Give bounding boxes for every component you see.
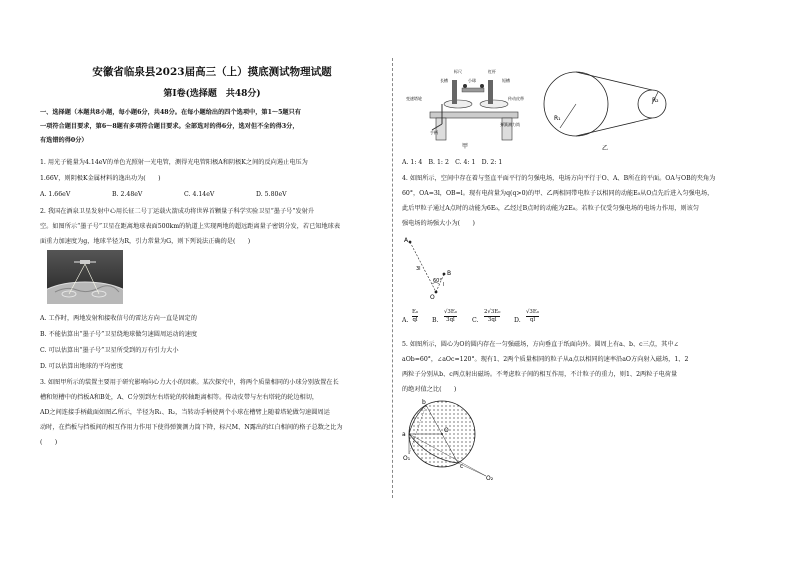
section-line: 一项符合题目要求，第6～8题有多项符合题目要求。全部选对的得6分，选对但不全的得3分，	[40, 123, 299, 130]
fig-label-spring: 弹簧测力筒	[500, 122, 520, 127]
point-a-label: A	[404, 237, 409, 244]
denominator: ql	[529, 317, 536, 323]
option-letter: D.	[514, 317, 521, 324]
denominator: 3ql	[487, 317, 497, 323]
question-text: 2. 我国在酒泉卫星发射中心用长征二号丁运载火箭成功将世界首颗量子科学实验卫星“墨子号”发射升	[40, 208, 315, 215]
option-d[interactable]	[514, 316, 521, 325]
question-text: ( )	[40, 439, 58, 446]
option-letter: B.	[432, 317, 439, 324]
pulley-cross-section-figure	[540, 66, 670, 152]
option-letter: C.	[472, 317, 479, 324]
center-o-label: O	[444, 427, 449, 434]
point-a-label: a	[402, 431, 406, 438]
magnetic-field-figure	[400, 396, 500, 482]
option-b-fraction	[444, 309, 457, 324]
section-line: 有选错的得0分）	[40, 137, 88, 144]
fig-label-short: 短槽	[502, 78, 510, 83]
fig-label-tower: 变速塔轮	[406, 96, 422, 101]
question-text: 3. 如图甲所示的装置主要用于研究影响向心力大小的因素。某次探究中，将两个质量相同的小球分别放置在长	[40, 379, 339, 386]
point-b-label: B	[447, 270, 452, 277]
question-text: 空。如图所示“墨子号”卫星在距离地球表面500km的轨道上实现两地的超远距离量子密钥分发，若已知地球表	[40, 223, 341, 230]
question-text: 此后甲粒子通过A点时的动能为6E₀，乙经过B点时的动能为2E₀。若粒子仅受匀强电场的电场力作用，则该匀	[402, 205, 699, 212]
option-a[interactable]	[402, 316, 408, 325]
option-c-fraction	[484, 309, 500, 324]
section-subtitle: 第Ⅰ卷(选择题 共48分)	[163, 89, 261, 99]
option-b[interactable]: B. 2.48eV	[112, 191, 143, 198]
numerator: E₀	[412, 309, 419, 315]
option-a[interactable]: A. 1.66eV	[40, 191, 71, 198]
section-line: 一、选择题（本题共8小题，每小题6分，共48分。在每小题给出的四个选项中，第1～5题只有	[40, 109, 301, 116]
fig-label-handle: 手柄	[430, 130, 438, 135]
denominator: 3ql	[446, 317, 455, 323]
question-text: 强电场的场强大小为( )	[402, 220, 475, 227]
fig-label-gauge: 标尺	[454, 69, 462, 74]
numerator: √3E₀	[444, 309, 457, 315]
question-text: aOb=60°，∠aOc=120°。现有1、2两个质量相同的粒子从a点以相同的速率沿aO方向射入磁场，1、2	[402, 356, 689, 363]
q3-options[interactable]: A. 1: 4 B. 1: 2 C. 4: 1 D. 2: 1	[402, 159, 503, 166]
option-c[interactable]: C. 可以估算出“墨子号”卫星所受到的万有引力大小	[40, 347, 179, 354]
question-text: 的绝对值之比( )	[402, 386, 457, 393]
fig-label-jia: 甲	[462, 143, 469, 150]
question-text: 两粒子分别从b、c两点射出磁场。不考虑粒子间的相互作用，不计粒子的重力，则1、2两粒子电荷量	[402, 371, 678, 378]
length-ob-label: l	[443, 282, 445, 288]
option-letter: A.	[402, 317, 409, 324]
point-c-label: c	[460, 463, 464, 470]
option-c[interactable]: C. 4.14eV	[184, 191, 215, 198]
question-text: 1. 用光子能量为4.14eV的单色光照射一光电管，测得光电管阳极A和阴极K之间的反向遏止电压为	[40, 159, 308, 166]
question-text: 1.66V，则阴极K金属材料的逸出功为( )	[40, 175, 161, 182]
fig-label-yi: 乙	[602, 145, 609, 152]
option-c[interactable]	[472, 316, 478, 325]
fig-label-ball: 小球	[468, 78, 476, 83]
point-o-label: O	[430, 294, 435, 300]
option-a-fraction	[412, 309, 418, 324]
denominator: ql	[412, 317, 418, 323]
radius-r2-label: R₂	[652, 97, 659, 104]
question-text: 动时，在挡板与挡板间的相互作用力作用下使得弹簧测力筒下降，标尺M、N露出的红白相间的格子总数之比为	[40, 424, 343, 431]
question-text: 面重力加速度为g，地球半径为R，引力常量为G，则下列说法正确的是( )	[40, 238, 251, 245]
radius-r1-label: R₁	[554, 115, 561, 122]
angle-label: 60°	[433, 278, 442, 284]
option-d[interactable]: D. 可以估算出地球的平均密度	[40, 363, 123, 370]
point-b-label: b	[422, 399, 426, 406]
center-o1-label: O₁	[403, 455, 411, 462]
fig-label-belt: 传动皮带	[508, 96, 524, 101]
question-text: 60°，OA=3l，OB=l。现有电荷量为q(q>0)的甲、乙两相同带电粒子以相同的动能E₀从O点先后进入匀强电场，	[402, 190, 714, 197]
question-text: AD之间连接手柄截面如图乙所示，半径为R₁、R₂，当转动手柄使两个小球在槽臂上随着塔轮做匀速圆周运	[40, 409, 330, 416]
question-text: 5. 如图所示，圆心为O的圆内存在一匀强磁场，方向垂直于纸面向外。圆周上有a、b、c三点，其中∠	[402, 341, 679, 348]
option-b[interactable]: B. 不能估算出“墨子号”卫星绕地球做匀速圆周运动的速度	[40, 331, 198, 338]
page-title: 安徽省临泉县2023届高三（上）摸底测试物理试题	[92, 66, 332, 78]
centripetal-apparatus-figure	[402, 64, 534, 152]
fig-label-lever: 杠杆	[488, 69, 496, 74]
column-divider	[392, 58, 393, 498]
question-text: 4. 如图所示，空间中存在着与竖直平面平行的匀强电场，电场方向平行于O、A、B所在的平面。OA与OB的夹角为	[402, 175, 716, 182]
fig-label-long: 长槽	[440, 78, 448, 83]
center-o2-label: O₂	[486, 475, 494, 482]
option-b[interactable]	[432, 316, 439, 325]
option-a[interactable]: A. 工作时，两地发射和接收信号的雷达方向一直是固定的	[40, 315, 197, 322]
electric-field-figure	[402, 234, 462, 300]
question-text: 槽和短槽中的挡板A和B处，A、C分别到左右塔轮的转轴距离相等。传动皮带与左右塔轮的轮边相切，	[40, 394, 319, 401]
numerator: √3E₀	[526, 309, 539, 315]
length-oa-label: 3l	[416, 266, 421, 272]
option-d-fraction	[526, 309, 539, 324]
satellite-image	[47, 250, 123, 304]
numerator: 2√3E₀	[484, 309, 501, 315]
option-d[interactable]: D. 5.80eV	[256, 191, 287, 198]
